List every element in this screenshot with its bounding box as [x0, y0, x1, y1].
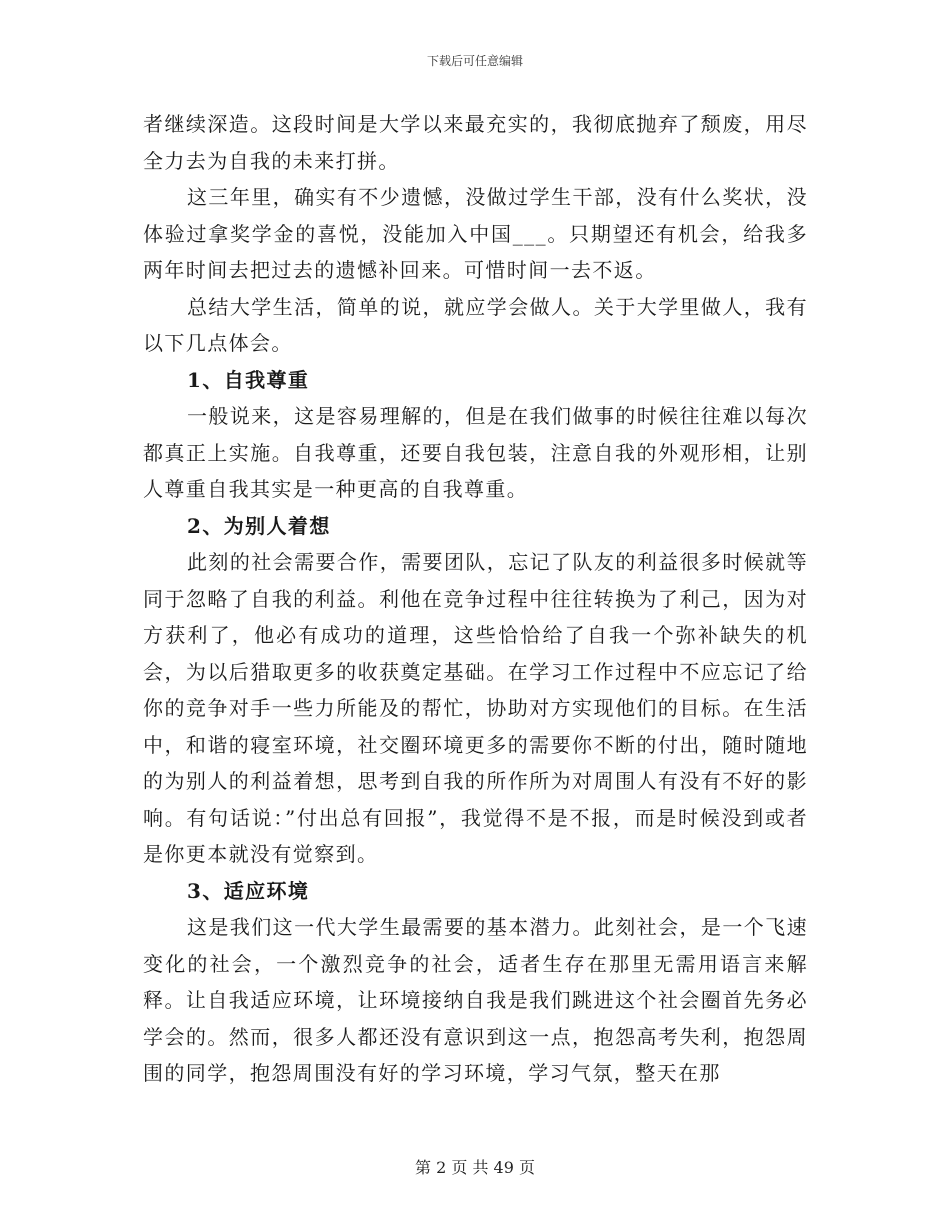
- page-header: 下载后可任意编辑: [426, 54, 523, 68]
- section-heading-think-of-others: 2、为别人着想: [187, 513, 331, 538]
- paragraph-self-respect: 一般说来，这是容易理解的，但是在我们做事的时候往往难以每次都真正上实施。自我尊重，还要自我包装，注意自我的外观形相，让别人尊重自我其实是一种更高的自我尊重。: [143, 404, 808, 501]
- paragraph-continuation: 者继续深造。这段时间是大学以来最充实的，我彻底抛弃了颓废，用尽全力去为自我的未来打拼。: [143, 112, 808, 173]
- paragraph-think-of-others: 此刻的社会需要合作，需要团队，忘记了队友的利益很多时候就等同于忽略了自我的利益。利他在竞争过程中往往转换为了利己，因为对方获利了，他必有成功的道理，这些恰恰给了自我一个弥补缺失的机会，为以后猎取更多的收获奠定基础。在学习工作过程中不应忘记了给你的竞争对手一些力所能及的帮忙，协助对方实现他们的目标。在生活中，和谐的寝室环境，社交圈环境更多的需要你不断的付出，随时随地的为别人的利益着想，思考到自我的所作所为对周围人有没有不好的影响。有句话说：”付出总有回报”，我觉得不是不报，而是时候没到或者是你更本就没有觉察到。: [143, 550, 808, 866]
- paragraph-regrets: 这三年里，确实有不少遗憾，没做过学生干部，没有什么奖状，没体验过拿奖学金的喜悦，没能加入中国___。只期望还有机会，给我多两年时间去把过去的遗憾补回来。可惜时间一去不返。: [143, 185, 808, 282]
- page-footer: 第 2 页 共 49 页: [415, 1158, 535, 1177]
- paragraph-summary: 总结大学生活，简单的说，就应学会做人。关于大学里做人，我有以下几点体会。: [143, 294, 808, 355]
- section-heading-self-respect: 1、自我尊重: [187, 367, 310, 392]
- paragraph-adapt: 这是我们这一代大学生最需要的基本潜力。此刻社会，是一个飞速变化的社会，一个激烈竞争的社会，适者生存在那里无需用语言来解释。让自我适应环境，让环境接纳自我是我们跳进这个社会圈首先务必学会的。然而，很多人都还没有意识到这一点，抱怨高考失利，抱怨周围的同学，抱怨周围没有好的学习环境，学习气氛，整天在那: [143, 915, 808, 1085]
- document-body: [143, 106, 808, 1092]
- section-heading-adapt: 3、适应环境: [187, 878, 310, 903]
